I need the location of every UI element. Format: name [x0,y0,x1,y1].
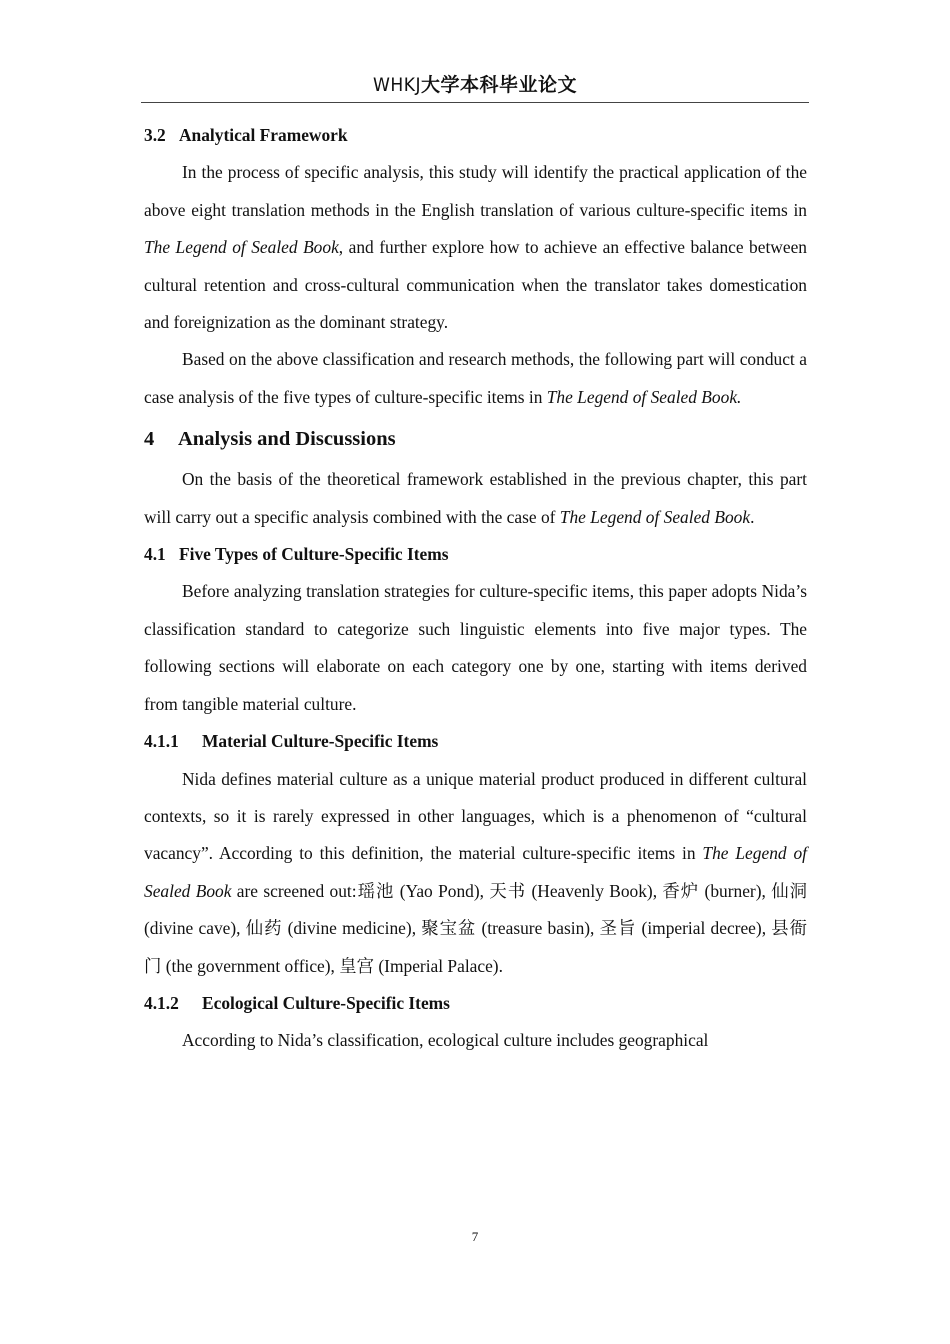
book-title: The Legend of Sealed Book. [546,386,742,407]
page-number: 7 [471,1229,479,1244]
section-4-1-1-paragraph-1: Nida defines material culture as a unique material product produced in different cultural contexts, so it is rarely expressed in other languages, which is a phenomenon of “cultural vacancy”. According to this definition, the material culture-specific items in The Legend of Sealed Book are screened out:瑶池 (Yao Pond), 天书 (Heavenly Book), 香炉 (burner), 仙洞 (divine cave), 仙药 (divine medicine), 聚宝盆 (treasure basin), 圣旨 (imperial decree), 县衙门 (the government office), 皇宫 (Imperial Palace). [144,768,807,976]
header-thesis-title: 大学本科毕业论文 [421,74,578,96]
header-university-code: WHKJ [372,74,421,96]
chapter-4-heading: 4 Analysis and Discussions [144,428,396,451]
book-title: The Legend of Sealed Book [559,506,751,527]
header-rule [141,102,809,103]
section-4-1-1-heading: 4.1.1 Material Culture-Specific Items [144,731,439,752]
section-4-1-heading: 4.1 Five Types of Culture-Specific Items [144,544,449,565]
section-4-1-paragraph-1: Before analyzing translation strategies for culture-specific items, this paper adopts Nida’s classification standard to categorize such linguistic elements into five major types. The following sections will elaborate on each category one by one, starting with items derived from tangible material culture. [144,581,807,714]
section-3-2-heading: 3.2 Analytical Framework [144,125,348,145]
section-4-1-2-paragraph-1: According to Nida’s classification, ecological culture includes geographical [182,1030,709,1051]
book-title: The Legend of Sealed Book [144,843,807,901]
section-3-2-paragraph-2: Based on the above classification and research methods, the following part will conduct a case analysis of the five types of culture-specific items in The Legend of Sealed Book. [144,349,807,407]
section-3-2-paragraph-1: In the process of specific analysis, this study will identify the practical application of the above eight translation methods in the English translation of various culture-specific items in The Legend of Sealed Book, and further explore how to achieve an effective balance between cultural retention and cross-cultural communication when the translator takes domestication and foreignization as the dominant strategy. [144,162,807,333]
section-4-1-2-heading: 4.1.2 Ecological Culture-Specific Items [144,992,450,1013]
running-header [141,70,809,97]
page-body [144,117,807,1060]
book-title: The Legend of Sealed Book [144,237,339,258]
chapter-4-paragraph-1: On the basis of the theoretical framework established in the previous chapter, this part will carry out a specific analysis combined with the case of The Legend of Sealed Book. [144,469,807,527]
